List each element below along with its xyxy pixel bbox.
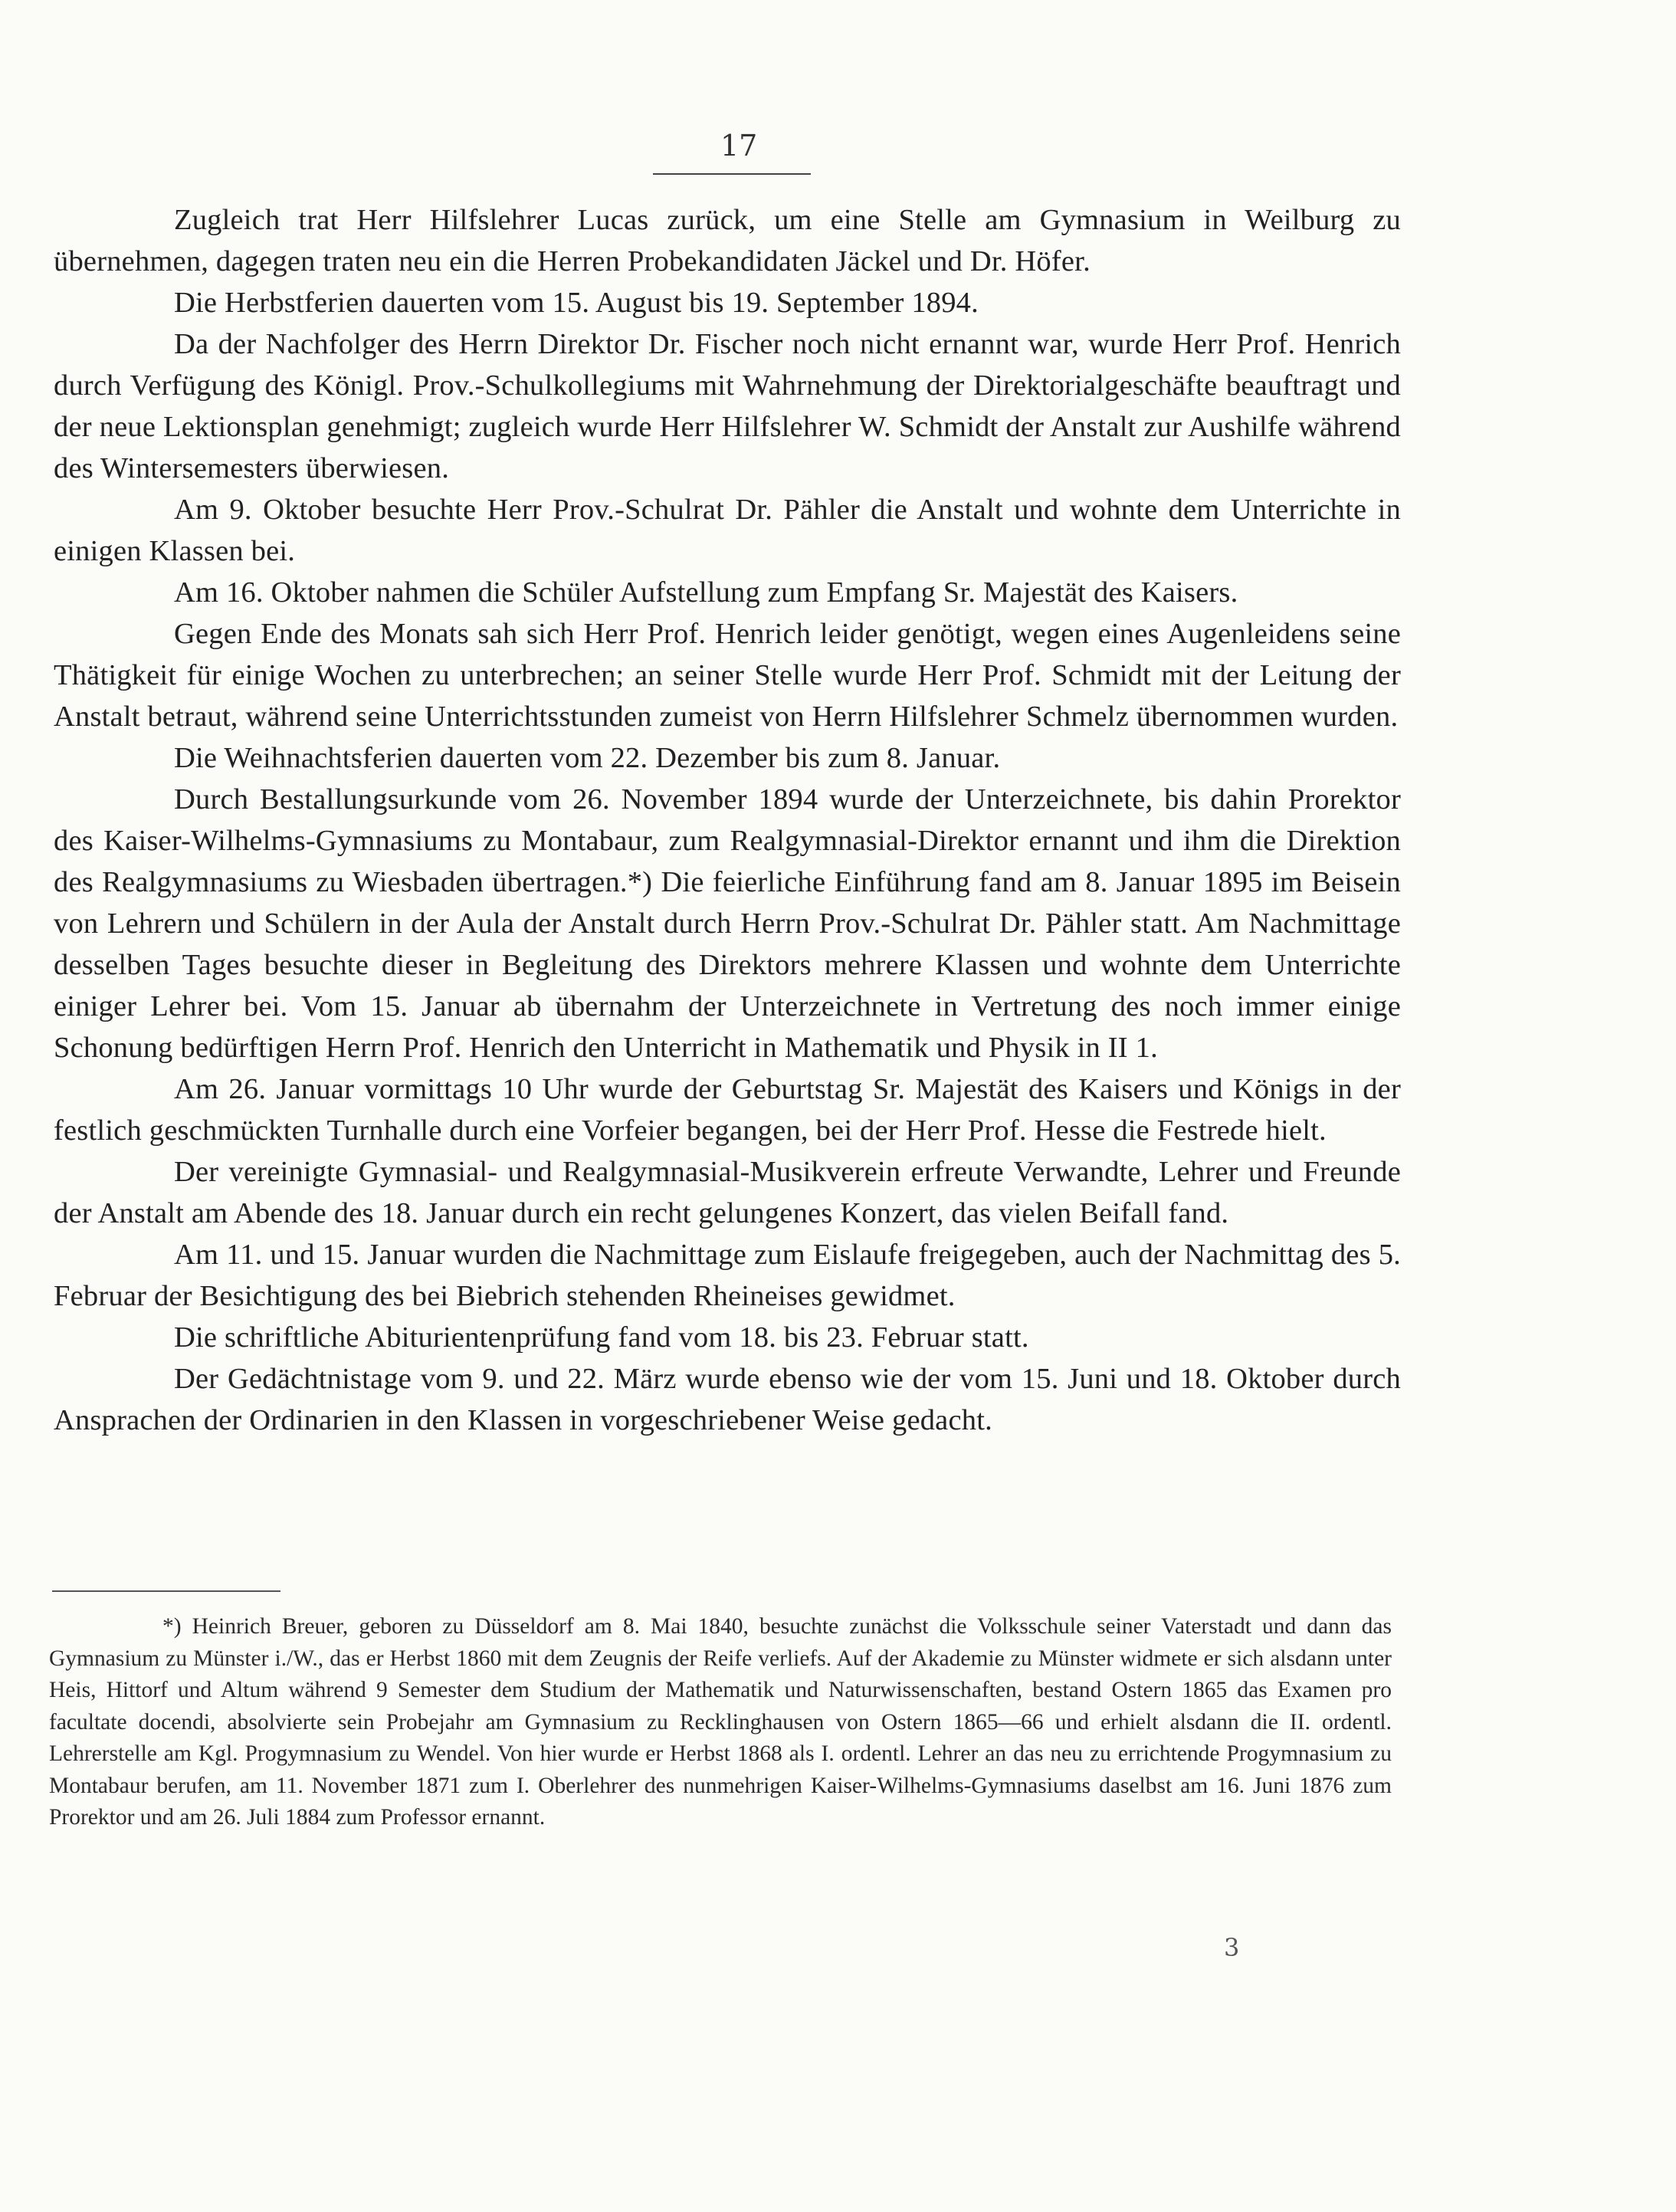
footnote-text: *) Heinrich Breuer, geboren zu Düsseldorf am 8. Mai 1840, besuchte zunächst die Volksschule seiner Vaterstadt und dann das Gymnasium zu Münster i./W., das er Herbst 1860 mit dem Zeugnis der Reife verliefs. Auf der Akademie zu Münster widmete er sich alsdann unter Heis, Hittorf und Altum während 9 Semester dem Studium der Mathematik und Naturwissenschaften, bestand Ostern 1865 das Examen pro facultate docendi, absolvierte sein Probejahr am Gymnasium zu Recklinghausen von Ostern 1865—66 und erhielt alsdann die II. ordentl. Lehrerstelle am Kgl. Progymnasium zu Wendel. Von hier wurde er Herbst 1868 als I. ordentl. Lehrer an das neu zu errichtende Progymnasium zu Montabaur berufen, am 11. November 1871 zum I. Oberlehrer des nunmehrigen Kaiser-Wilhelms-Gymnasiums daselbst am 16. Juni 1876 zum Prorektor und am 26. Juli 1884 zum Professor ernannt. bbox=[49, 1614, 1392, 1830]
paragraph: Gegen Ende des Monats sah sich Herr Prof. Henrich leider genötigt, wegen eines Augenleidens seine Thätigkeit für einige Wochen zu unterbrechen; an seiner Stelle wurde Herr Prof. Schmidt mit der Leitung der Anstalt betraut, während seine Unterrichtsstunden zumeist von Herrn Hilfslehrer Schmelz übernommen wurden. bbox=[54, 618, 1401, 733]
paragraph: Die Weihnachtsferien dauerten vom 22. Dezember bis zum 8. Januar. bbox=[174, 742, 1001, 774]
paragraph: Am 26. Januar vormittags 10 Uhr wurde der Geburtstag Sr. Majestät des Kaisers und Königs in der festlich geschmückten Turnhalle durch eine Vorfeier begangen, bei der Herr Prof. Hesse die Festrede hielt. bbox=[54, 1073, 1401, 1147]
header-rule bbox=[653, 173, 811, 175]
paragraph: Am 11. und 15. Januar wurden die Nachmittage zum Eislaufe freigegeben, auch der Nachmittag des 5. Februar der Besichtigung des bei Biebrich stehenden Rheineises gewidmet. bbox=[54, 1239, 1401, 1312]
paragraph: Da der Nachfolger des Herrn Direktor Dr. Fischer noch nicht ernannt war, wurde Herr Prof. Henrich durch Verfügung des Königl. Prov.-Schulkollegiums mit Wahrnehmung der Direktorialgeschäfte beauftragt und der neue Lektionsplan genehmigt; zugleich wurde Herr Hilfslehrer W. Schmidt der Anstalt zur Aushilfe während des Wintersemesters überwiesen. bbox=[54, 328, 1401, 484]
paragraph: Am 9. Oktober besuchte Herr Prov.-Schulrat Dr. Pähler die Anstalt und wohnte dem Unterrichte in einigen Klassen bei. bbox=[54, 494, 1401, 567]
paragraph: Am 16. Oktober nahmen die Schüler Aufstellung zum Empfang Sr. Majestät des Kaisers. bbox=[174, 576, 1238, 609]
paragraph: Durch Bestallungsurkunde vom 26. November 1894 wurde der Unterzeichnete, bis dahin Prorektor des Kaiser-Wilhelms-Gymnasiums zu Montabaur, zum Realgymnasial-Direktor ernannt und ihm die Direktion des Realgymnasiums zu Wiesbaden übertragen.*) Die feierliche Einführung fand am 8. Januar 1895 im Beisein von Lehrern und Schülern in der Aula der Anstalt durch Herrn Prov.-Schulrat Dr. Pähler statt. Am Nachmittage desselben Tages besuchte dieser in Begleitung des Direktors mehrere Klassen und wohnte dem Unterrichte einiger Lehrer bei. Vom 15. Januar ab übernahm der Unterzeichnete in Vertretung des noch immer einige Schonung bedürftigen Herrn Prof. Henrich den Unterricht in Mathematik und Physik in II 1. bbox=[54, 783, 1401, 1064]
footnote bbox=[49, 1611, 1392, 1834]
paragraph: Zugleich trat Herr Hilfslehrer Lucas zurück, um eine Stelle am Gymnasium in Weilburg zu übernehmen, dagegen traten neu ein die Herren Probekandidaten Jäckel und Dr. Höfer. bbox=[54, 204, 1401, 277]
paragraph: Die schriftliche Abiturientenprüfung fand vom 18. bis 23. Februar statt. bbox=[174, 1321, 1029, 1354]
paragraph: Der vereinigte Gymnasial- und Realgymnasial-Musikverein erfreute Verwandte, Lehrer und Freunde der Anstalt am Abende des 18. Januar durch ein recht gelungenes Konzert, das vielen Beifall fand. bbox=[54, 1156, 1401, 1229]
paragraph: Die Herbstferien dauerten vom 15. August bis 19. September 1894. bbox=[174, 287, 979, 319]
signature-mark: 3 bbox=[1224, 1933, 1240, 1962]
body-text bbox=[54, 199, 1401, 1441]
footnote-rule bbox=[52, 1590, 280, 1592]
paragraph: Der Gedächtnistage vom 9. und 22. März wurde ebenso wie der vom 15. Juni und 18. Oktober durch Ansprachen der Ordinarien in den Klassen in vorgeschriebener Weise gedacht. bbox=[54, 1363, 1401, 1436]
page-number: 17 bbox=[720, 129, 758, 162]
